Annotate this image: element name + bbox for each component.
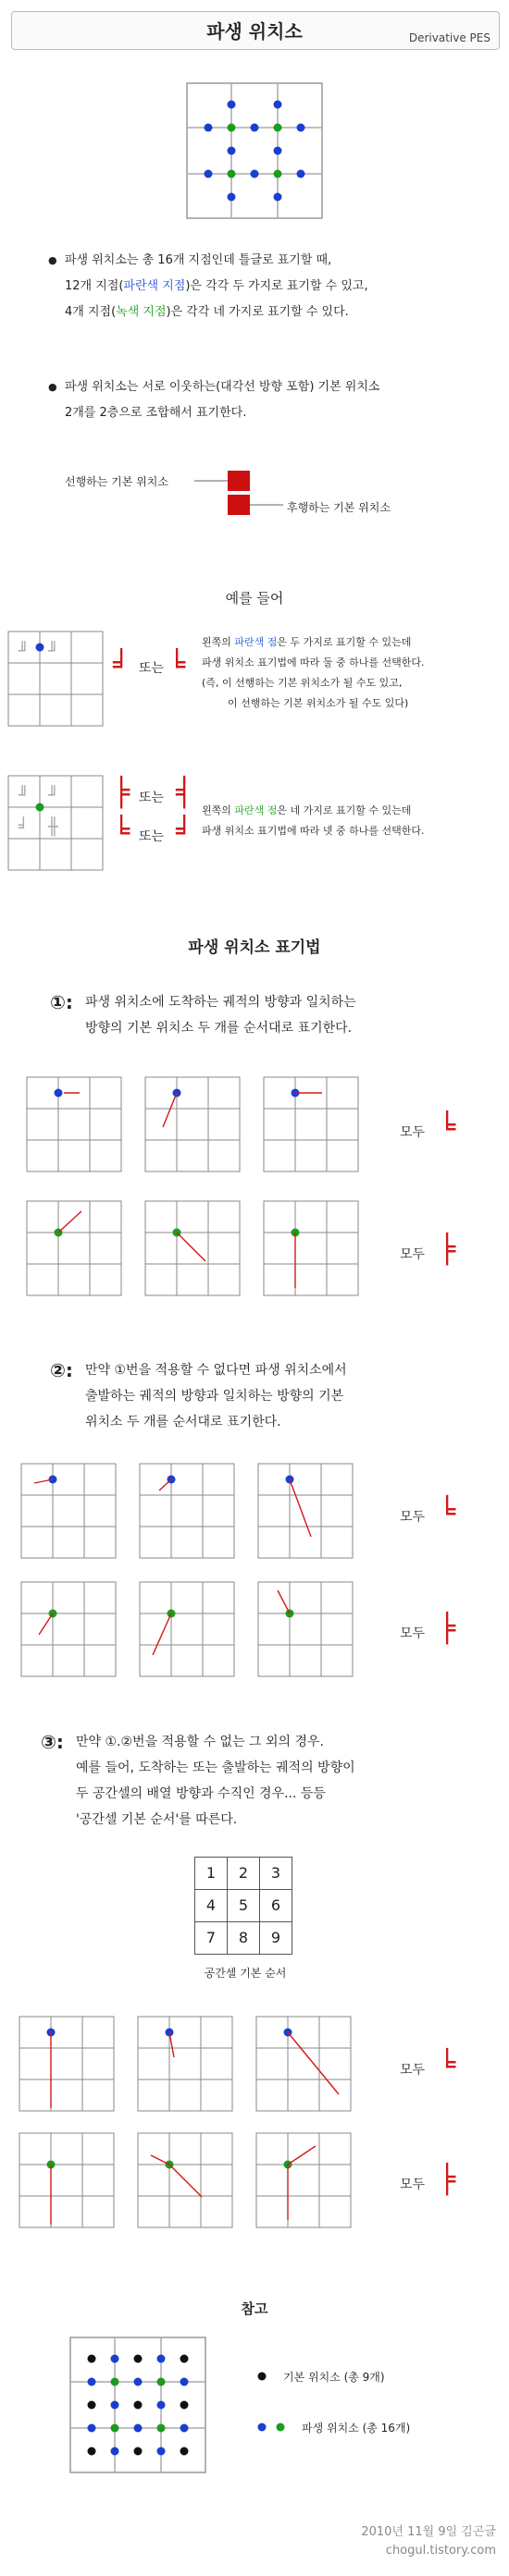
page-subtitle: Derivative PES xyxy=(408,31,490,44)
green-point-label: 파란색 점 xyxy=(234,804,278,816)
glyph-d: ╡ xyxy=(176,777,193,809)
example-heading: 예를 들어 xyxy=(225,590,284,607)
intro-line: 파생 위치소는 서로 이웃하는(대각선 방향 포함) 기본 위치소 xyxy=(65,380,380,394)
glyph-f: ╛ xyxy=(176,816,193,848)
header xyxy=(0,0,509,52)
text-line: 파생 위치소 표기법에 따라 넷 중 하나를 선택한다. xyxy=(202,825,425,837)
intro-line: )은 각각 네 가지로 표기할 수 있다. xyxy=(166,305,349,319)
svg-text:╫: ╫ xyxy=(48,817,58,837)
grid xyxy=(138,2133,232,2227)
rule-2-row-1 xyxy=(20,1463,354,1559)
order-cell: 1 xyxy=(195,1858,228,1890)
grid xyxy=(21,1464,116,1558)
rule-2-number: ②: xyxy=(50,1359,73,1381)
rule-2-text xyxy=(85,1357,347,1435)
text-line: 만약 ①번을 적용할 수 없다면 파생 위치소에서 xyxy=(85,1363,347,1378)
grid xyxy=(27,1201,121,1295)
top-grid-diagram xyxy=(185,81,324,220)
text-line: 두 공간셀의 배열 방향과 수직인 경우... 등등 xyxy=(76,1786,326,1801)
example-grid-1 xyxy=(7,631,104,727)
order-cell: 6 xyxy=(260,1890,292,1922)
example-2-text xyxy=(202,801,507,841)
grid xyxy=(256,2133,351,2227)
rule-1-row-2 xyxy=(26,1200,359,1296)
text-line: 파생 위치소에 도착하는 궤적의 방향과 일치하는 xyxy=(85,995,356,1010)
grid xyxy=(140,1464,234,1558)
text-line: 예를 들어, 도착하는 또는 출발하는 궤적의 방향이 xyxy=(76,1760,355,1775)
text-line: '공간셀 기본 순서'를 따른다. xyxy=(76,1812,238,1827)
result-glyph: ╞ xyxy=(439,1613,456,1645)
result-glyph: ╘ xyxy=(439,1496,456,1528)
reference-heading: 참고 xyxy=(241,2300,268,2317)
text-line: 만약 ①.②번을 적용할 수 없는 그 외의 경우. xyxy=(76,1735,325,1749)
svg-text:╜: ╜ xyxy=(48,786,58,805)
blue-point-label: 파란색 점 xyxy=(234,636,278,648)
grid xyxy=(264,1201,358,1295)
text-line: 출발하는 궤적의 방향과 일치하는 방향의 기본 xyxy=(85,1389,344,1404)
glyph-b: ╘ xyxy=(168,649,186,681)
layer-diagram xyxy=(194,467,296,522)
svg-text:╜: ╜ xyxy=(19,786,29,805)
blue-point-label: 파란색 지점 xyxy=(123,279,186,293)
svg-text:╜: ╜ xyxy=(48,642,58,661)
text-line: 위치소 두 개를 순서대로 표기한다. xyxy=(85,1415,281,1429)
order-cell: 9 xyxy=(260,1922,292,1955)
footer-date: 2010년 11월 9일 김곤글 xyxy=(361,2525,496,2539)
result-glyph: ╞ xyxy=(439,1233,456,1266)
rule-3-row-1 xyxy=(19,2016,352,2112)
method-heading: 파생 위치소 표기법 xyxy=(188,938,321,957)
legend-basic-label: 기본 위치소 (총 9개) xyxy=(283,2371,385,2384)
reference-grid xyxy=(68,2336,207,2474)
rule-3-number: ③: xyxy=(41,1731,64,1753)
text-line: 왼쪽의 xyxy=(202,636,235,648)
order-table xyxy=(194,1857,292,1955)
rule-2-row-2 xyxy=(20,1581,354,1677)
all-label: 모두 xyxy=(400,1247,426,1262)
result-glyph: ╞ xyxy=(439,2164,456,2196)
intro-line: 12개 지점( xyxy=(65,279,124,293)
result-glyph: ╘ xyxy=(439,2049,456,2081)
order-cell: 2 xyxy=(228,1858,260,1890)
rule-3-text xyxy=(76,1729,355,1833)
rule-3-row-2 xyxy=(19,2132,352,2228)
order-cell: 3 xyxy=(260,1858,292,1890)
grid xyxy=(19,2133,114,2227)
grid xyxy=(258,1464,353,1558)
text-line: 방향의 기본 위치소 두 개를 순서대로 표기한다. xyxy=(85,1021,353,1036)
all-label: 모두 xyxy=(400,2063,426,2078)
or-label: 또는 xyxy=(139,791,165,805)
text-line: 은 두 가지로 표기할 수 있는데 xyxy=(277,636,412,648)
grid xyxy=(27,1077,121,1171)
all-label: 모두 xyxy=(400,1626,426,1641)
order-cell: 4 xyxy=(195,1890,228,1922)
grid xyxy=(138,2017,232,2111)
glyph-e: ╘ xyxy=(113,816,130,848)
intro-line: 4개 지점( xyxy=(65,305,117,319)
grid xyxy=(264,1077,358,1171)
text-line: 은 네 가지로 표기할 수 있는데 xyxy=(277,804,412,816)
or-label: 또는 xyxy=(139,661,165,676)
result-glyph: ╘ xyxy=(439,1111,456,1144)
order-cell: 7 xyxy=(195,1922,228,1955)
green-point-label: 녹색 지점 xyxy=(116,305,167,319)
text-line: 왼쪽의 xyxy=(202,804,235,816)
order-cell: 5 xyxy=(228,1890,260,1922)
grid xyxy=(145,1201,240,1295)
svg-text:╛: ╛ xyxy=(19,817,29,837)
example-1-text xyxy=(202,632,507,714)
page-title: 파생 위치소 xyxy=(206,20,303,43)
leading-label: 선행하는 기본 위치소 xyxy=(65,475,168,488)
rule-1-row-1 xyxy=(26,1076,359,1172)
footer-site[interactable]: chogul.tistory.com xyxy=(385,2544,496,2558)
intro-bullet-2 xyxy=(65,374,490,426)
rule-1-text xyxy=(85,989,356,1041)
grid xyxy=(140,1582,234,1676)
or-label: 또는 xyxy=(139,829,165,844)
example-grid-2 xyxy=(7,775,104,871)
intro-line: 파생 위치소는 총 16개 지점인데 틀글로 표기할 때, xyxy=(65,253,332,267)
legend-derived-label: 파생 위치소 (총 16개) xyxy=(302,2422,411,2435)
text-line: (즉, 이 선행하는 기본 위치소가 될 수도 있고, xyxy=(202,677,403,689)
glyph-a: ╛ xyxy=(113,649,130,681)
text-line: 파생 위치소 표기법에 따라 둘 중 하나를 선택한다. xyxy=(202,656,425,669)
grid xyxy=(19,2017,114,2111)
grid xyxy=(145,1077,240,1171)
svg-text:╜: ╜ xyxy=(19,642,29,661)
all-label: 모두 xyxy=(400,2177,426,2192)
all-label: 모두 xyxy=(400,1125,426,1140)
all-label: 모두 xyxy=(400,1510,426,1525)
legend-basic-dot xyxy=(255,2370,268,2383)
order-cell: 8 xyxy=(228,1922,260,1955)
order-caption: 공간셀 기본 순서 xyxy=(204,1967,287,1980)
text-line: 이 선행하는 기본 위치소가 될 수도 있다) xyxy=(228,697,409,709)
glyph-c: ╞ xyxy=(113,777,130,809)
grid xyxy=(256,2017,351,2111)
intro-bullet-1 xyxy=(65,248,490,325)
trailing-label: 후행하는 기본 위치소 xyxy=(287,501,391,514)
legend-derived-dots xyxy=(255,2421,287,2434)
grid xyxy=(21,1582,116,1676)
rule-1-number: ①: xyxy=(50,991,73,1013)
grid xyxy=(258,1582,353,1676)
intro-line: )은 각각 두 가지로 표기할 수 있고, xyxy=(185,279,368,293)
intro-line: 2개를 2층으로 조합해서 표기한다. xyxy=(65,406,247,420)
